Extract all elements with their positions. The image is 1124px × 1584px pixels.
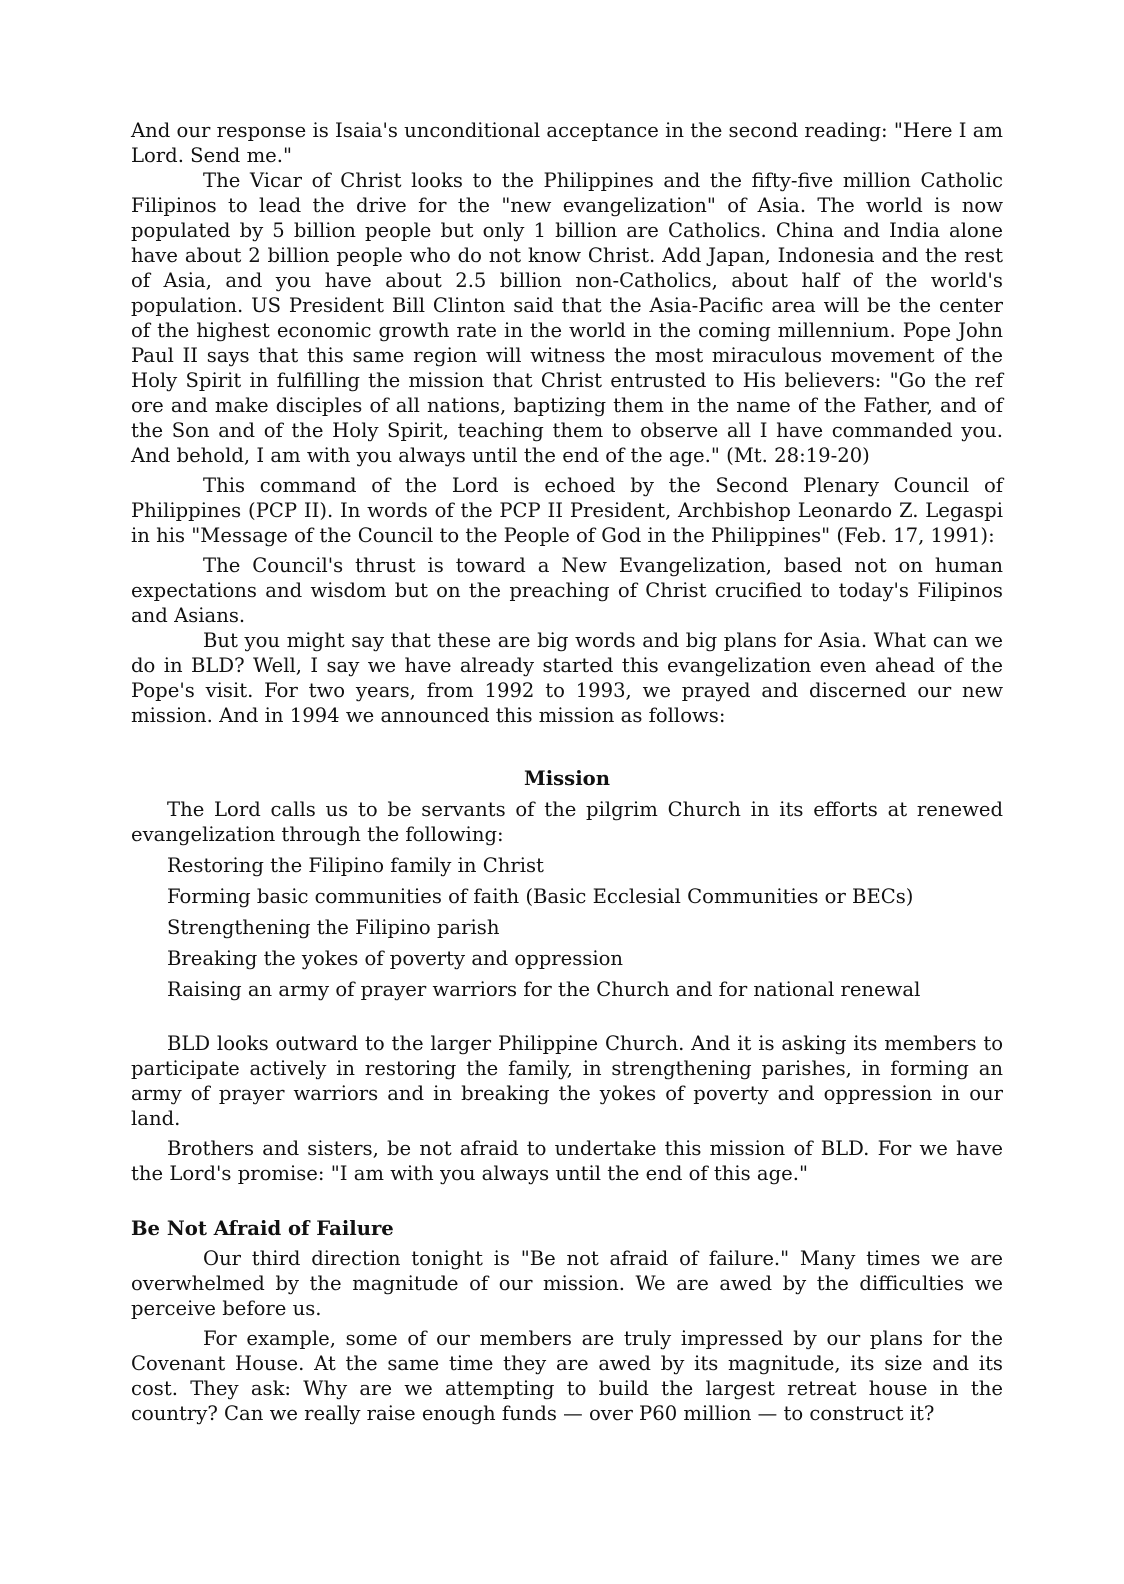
paragraph-pcp-ii: This command of the Lord is echoed by the Second Plenary Council of Philippines (PCP II). In words of the PCP II President, Archbishop Leonardo Z. Legaspi in his "Message of the Council to the People of God in the Philippines" (Feb. 17, 1991):	[131, 474, 1003, 547]
mission-list-item: Strengthening the Filipino parish	[167, 916, 500, 939]
paragraph-brothers-sisters: Brothers and sisters, be not afraid to undertake this mission of BLD. For we have the Lord's promise: "I am with you always until the end of this age."	[131, 1137, 1003, 1185]
mission-intro: The Lord calls us to be servants of the pilgrim Church in its efforts at renewed evangelization through the following:	[131, 798, 1003, 846]
paragraph-bld-outward: BLD looks outward to the larger Philippine Church. And it is asking its members to participate actively in restoring the family, in strengthening parishes, in forming an army of prayer warriors and in breaking the yokes of poverty and oppression in our land.	[131, 1032, 1003, 1130]
paragraph-third-direction: Our third direction tonight is "Be not afraid of failure." Many times we are overwhelmed by the magnitude of our mission. We are awed by the difficulties we perceive before us.	[131, 1247, 1003, 1320]
paragraph-big-plans: But you might say that these are big words and big plans for Asia. What can we do in BLD? Well, I say we have already started this evangelization even ahead of the Pope's visit. For two years, from 1992 to 1993, we prayed and discerned our new mission. And in 1994 we announced this mission as follows:	[131, 629, 1003, 727]
mission-list-item: Forming basic communities of faith (Basic Ecclesial Communities or BECs)	[167, 885, 914, 908]
paragraph-council-thrust: The Council's thrust is toward a New Evangelization, based not on human expectations and wisdom but on the preaching of Christ crucified to today's Filipinos and Asians.	[131, 554, 1003, 627]
mission-list	[131, 853, 1003, 1002]
mission-list-item: Restoring the Filipino family in Christ	[167, 854, 544, 877]
paragraph-isaiah-response: And our response is Isaia's unconditional acceptance in the second reading: "Here I am Lord. Send me."	[131, 119, 1003, 167]
paragraph-vicar-of-christ: The Vicar of Christ looks to the Philippines and the fifty-five million Catholic Filipinos to lead the drive for the "new evangelization" of Asia. The world is now populated by 5 billion people but only 1 billion are Catholics. China and India alone have about 2 billion people who do not know Christ. Add Japan, Indonesia and the rest of Asia, and you have about 2.5 billion non-Catholics, about half of the world's population. US President Bill Clinton said that the Asia-Pacific area will be the center of the highest economic growth rate in the world in the coming millennium. Pope John Paul II says that this same region will witness the most miraculous movement of the Holy Spirit in fulfilling the mission that Christ entrusted to His believers: "Go the ref ore and make disciples of all nations, baptizing them in the name of the Father, and of the Son and of the Holy Spirit, teaching them to observe all I have commanded you. And behold, I am with you always until the end of the age." (Mt. 28:19-20)	[131, 169, 1003, 467]
failure-heading: Be Not Afraid of Failure	[131, 1217, 394, 1240]
mission-heading: Mission	[524, 767, 610, 790]
document-page	[131, 118, 1003, 1426]
paragraph-covenant-house: For example, some of our members are truly impressed by our plans for the Covenant House. At the same time they are awed by its magnitude, its size and its cost. They ask: Why are we attempting to build the largest retreat house in the country? Can we really raise enough funds — over P60 million — to construct it?	[131, 1327, 1003, 1425]
mission-list-item: Raising an army of prayer warriors for the Church and for national renewal	[167, 978, 921, 1001]
mission-list-item: Breaking the yokes of poverty and oppression	[167, 947, 624, 970]
